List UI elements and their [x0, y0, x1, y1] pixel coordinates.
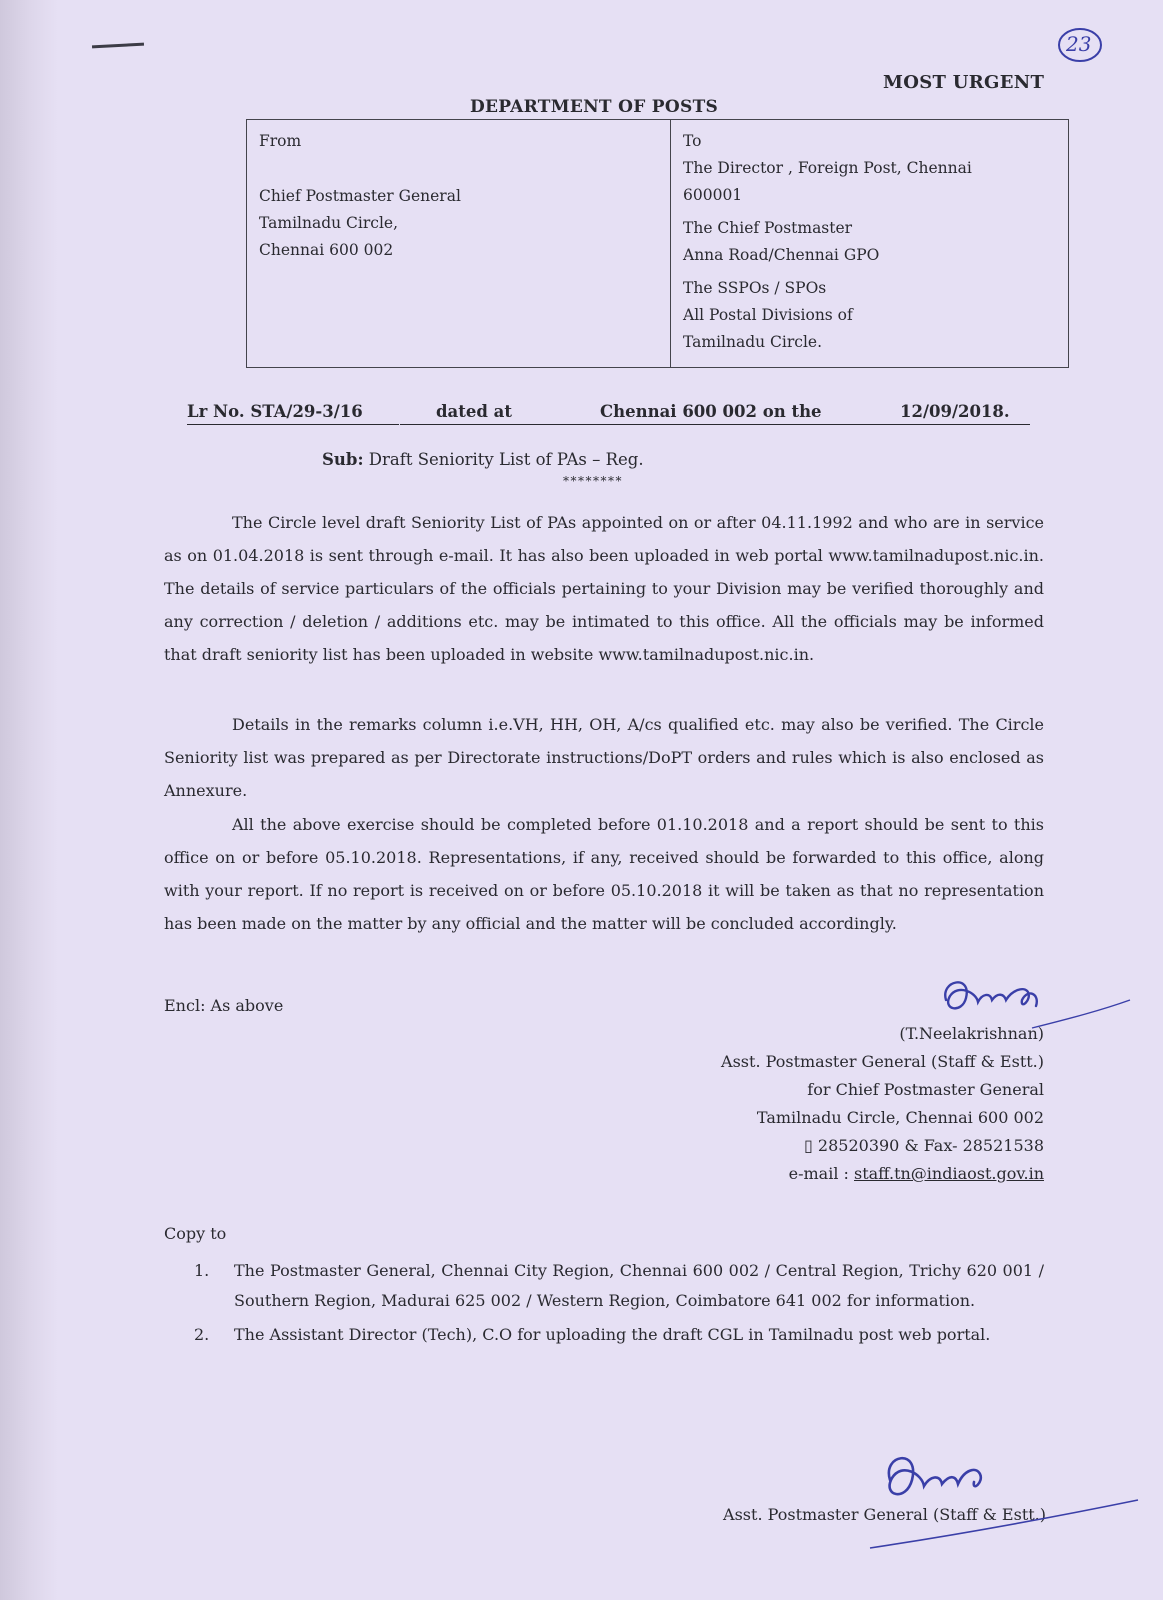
enclosure-note: Encl: As above	[164, 996, 284, 1015]
signatory-phone: ▯ 28520390 & Fax- 28521538	[804, 1136, 1044, 1155]
department-heading: DEPARTMENT OF POSTS	[470, 97, 719, 117]
page-number: 23	[1066, 32, 1092, 56]
signature-icon	[860, 1440, 1140, 1550]
list-number: 2.	[194, 1325, 210, 1344]
subject-label: Sub:	[322, 450, 364, 469]
footer-signatory: Asst. Postmaster General (Staff & Estt.)	[723, 1505, 1046, 1524]
to-line: 600001	[683, 186, 743, 204]
address-table	[246, 119, 1069, 368]
from-line: Chennai 600 002	[259, 241, 394, 259]
to-line: Tamilnadu Circle.	[683, 333, 823, 351]
copy-to-list	[194, 1256, 1044, 1354]
from-line: Chief Postmaster General	[259, 187, 461, 205]
subject-text: Draft Seniority List of PAs – Reg.	[368, 450, 644, 469]
signatory-email-line	[721, 1160, 1044, 1188]
list-text: The Postmaster General, Chennai City Region, Chennai 600 002 / Central Region, Trichy 620 001 / Southern Region, Madurai 625 002 / Western Region, Coimbatore 641 002 for information.	[234, 1261, 1044, 1310]
footer-signature	[860, 1440, 1140, 1550]
signatory-office: Tamilnadu Circle, Chennai 600 002	[756, 1108, 1044, 1127]
from-column	[259, 128, 659, 264]
from-label: From	[259, 132, 302, 150]
body-paragraph-2: Details in the remarks column i.e.VH, HH, OH, A/cs qualified etc. may also be verified. The Circle Seniority list was prepared as per Directorate instructions/DoPT orders and rules which is also enclosed as Annexure.	[164, 715, 1044, 800]
signatory-for: for Chief Postmaster General	[807, 1080, 1044, 1099]
to-line: The SSPOs / SPOs	[683, 279, 827, 297]
to-line: All Postal Divisions of	[683, 306, 853, 324]
handwritten-page-number	[1057, 26, 1103, 64]
to-line: The Director , Foreign Post, Chennai	[683, 159, 972, 177]
letter-number: Lr No. STA/29-3/16	[187, 402, 399, 425]
signatory-name: (T.Neelakrishnan)	[899, 1024, 1044, 1043]
to-label: To	[683, 132, 702, 150]
body-paragraph-1: The Circle level draft Seniority List of PAs appointed on or after 04.11.1992 and who are in service as on 01.04.2018 is sent through e-mail. It has also been uploaded in web portal www.tamilnadupost.nic.in. The details of service particulars of the officials pertaining to your Division may be verified thoroughly and any correction / deletion / additions etc. may be intimated to this office. All the officials may be informed that draft seniority list has been uploaded in website www.tamilnadupost.nic.in.	[164, 513, 1044, 664]
place-label: Chennai 600 002 on the	[600, 402, 900, 425]
scan-edge-shadow	[0, 0, 58, 1600]
list-item	[194, 1256, 1044, 1316]
subject-line	[322, 450, 644, 469]
scan-mark	[92, 43, 144, 49]
list-number: 1.	[194, 1261, 210, 1280]
column-divider	[670, 120, 671, 367]
urgency-label: MOST URGENT	[883, 72, 1045, 93]
email-label: e-mail :	[788, 1164, 849, 1183]
list-item	[194, 1320, 1044, 1350]
subject-separator: ********	[563, 474, 623, 488]
letter-date: 12/09/2018.	[900, 402, 1030, 425]
spacer	[259, 155, 659, 183]
list-text: The Assistant Director (Tech), C.O for uploading the draft CGL in Tamilnadu post web portal.	[234, 1325, 991, 1344]
to-line: Anna Road/Chennai GPO	[683, 246, 880, 264]
body-paragraph-3: All the above exercise should be completed before 01.10.2018 and a report should be sent to this office on or before 05.10.2018. Representations, if any, received should be forwarded to this office, along with your report. If no report is received on or before 05.10.2018 it will be taken as that no representation has been made on the matter by any official and the matter will be concluded accordingly.	[164, 815, 1044, 933]
dated-at-label: dated at	[400, 402, 600, 425]
to-line: The Chief Postmaster	[683, 219, 853, 237]
to-column	[683, 128, 1063, 356]
signatory-designation: Asst. Postmaster General (Staff & Estt.)	[721, 1052, 1044, 1071]
signature-block	[721, 1020, 1044, 1188]
from-line: Tamilnadu Circle,	[259, 214, 399, 232]
email-link[interactable]: staff.tn@indiaost.gov.in	[854, 1164, 1044, 1183]
copy-to-label: Copy to	[164, 1224, 227, 1243]
